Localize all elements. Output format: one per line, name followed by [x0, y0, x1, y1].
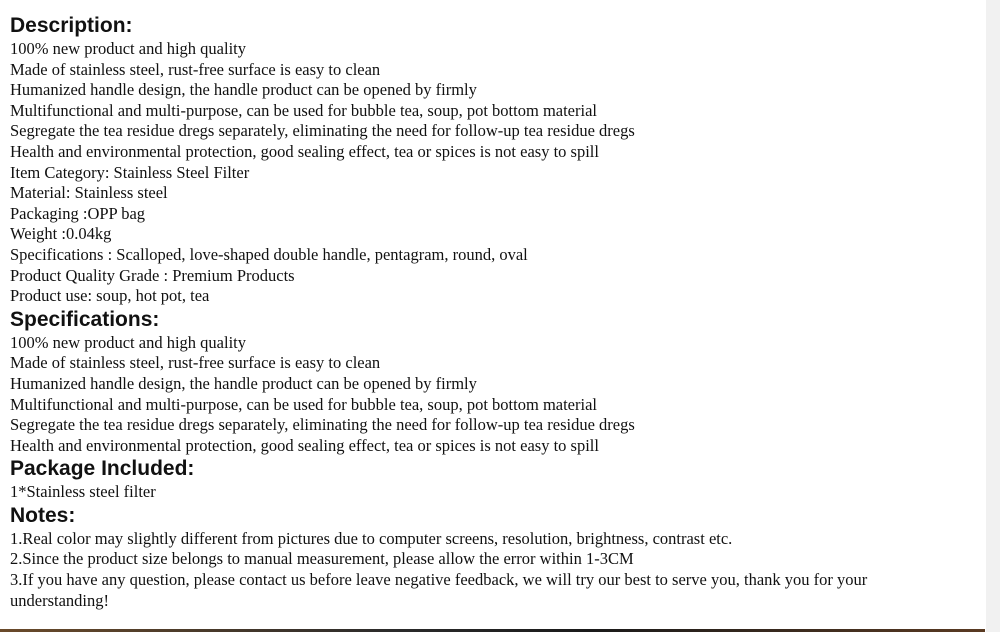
- specifications-line: Multifunctional and multi-purpose, can be used for bubble tea, soup, pot bottom material: [10, 394, 597, 414]
- specifications-line: Humanized handle design, the handle product can be opened by firmly: [10, 373, 477, 393]
- description-line: Material: Stainless steel: [10, 183, 168, 203]
- description-line: Segregate the tea residue dregs separately, eliminating the need for follow-up tea residue dregs: [10, 121, 635, 141]
- notes-heading: Notes:: [10, 503, 76, 527]
- package-included-section: [10, 456, 970, 503]
- description-line: Item Category: Stainless Steel Filter: [10, 162, 250, 182]
- specifications-line: Segregate the tea residue dregs separately, eliminating the need for follow-up tea residue dregs: [10, 415, 635, 435]
- notes-section: [10, 503, 970, 611]
- scrollbar-track[interactable]: [986, 0, 1000, 632]
- description-line: 100% new product and high quality: [10, 39, 246, 58]
- description-line: Specifications : Scalloped, love-shaped double handle, pentagram, round, oval: [10, 244, 528, 264]
- specifications-line: 100% new product and high quality: [10, 332, 246, 352]
- description-section: [10, 13, 970, 307]
- description-heading: Description:: [10, 14, 133, 37]
- description-line: Health and environmental protection, good sealing effect, tea or spices is not easy to spill: [10, 141, 599, 161]
- description-line: Product Quality Grade : Premium Products: [10, 265, 295, 285]
- notes-line: 3.If you have any question, please contact us before leave negative feedback, we will try our best to serve you, thank you for your understanding!: [10, 570, 868, 610]
- description-line: Product use: soup, hot pot, tea: [10, 286, 210, 306]
- specifications-heading: Specifications:: [10, 307, 160, 331]
- description-line: Humanized handle design, the handle product can be opened by firmly: [10, 80, 477, 100]
- description-line: Made of stainless steel, rust-free surface is easy to clean: [10, 59, 381, 79]
- package-included-line: 1*Stainless steel filter: [10, 482, 156, 502]
- specifications-section: [10, 307, 970, 457]
- description-line: Packaging :OPP bag: [10, 203, 146, 223]
- notes-line: 1.Real color may slightly different from pictures due to computer screens, resolution, brightness, contrast etc.: [10, 528, 733, 548]
- package-included-heading: Package Included:: [10, 457, 195, 481]
- description-line: Multifunctional and multi-purpose, can be used for bubble tea, soup, pot bottom material: [10, 100, 597, 120]
- product-description: [10, 13, 970, 611]
- description-line: Weight :0.04kg: [10, 224, 112, 244]
- specifications-line: Health and environmental protection, good sealing effect, tea or spices is not easy to spill: [10, 435, 599, 455]
- specifications-line: Made of stainless steel, rust-free surface is easy to clean: [10, 353, 381, 373]
- notes-line: 2.Since the product size belongs to manual measurement, please allow the error within 1-3CM: [10, 549, 634, 569]
